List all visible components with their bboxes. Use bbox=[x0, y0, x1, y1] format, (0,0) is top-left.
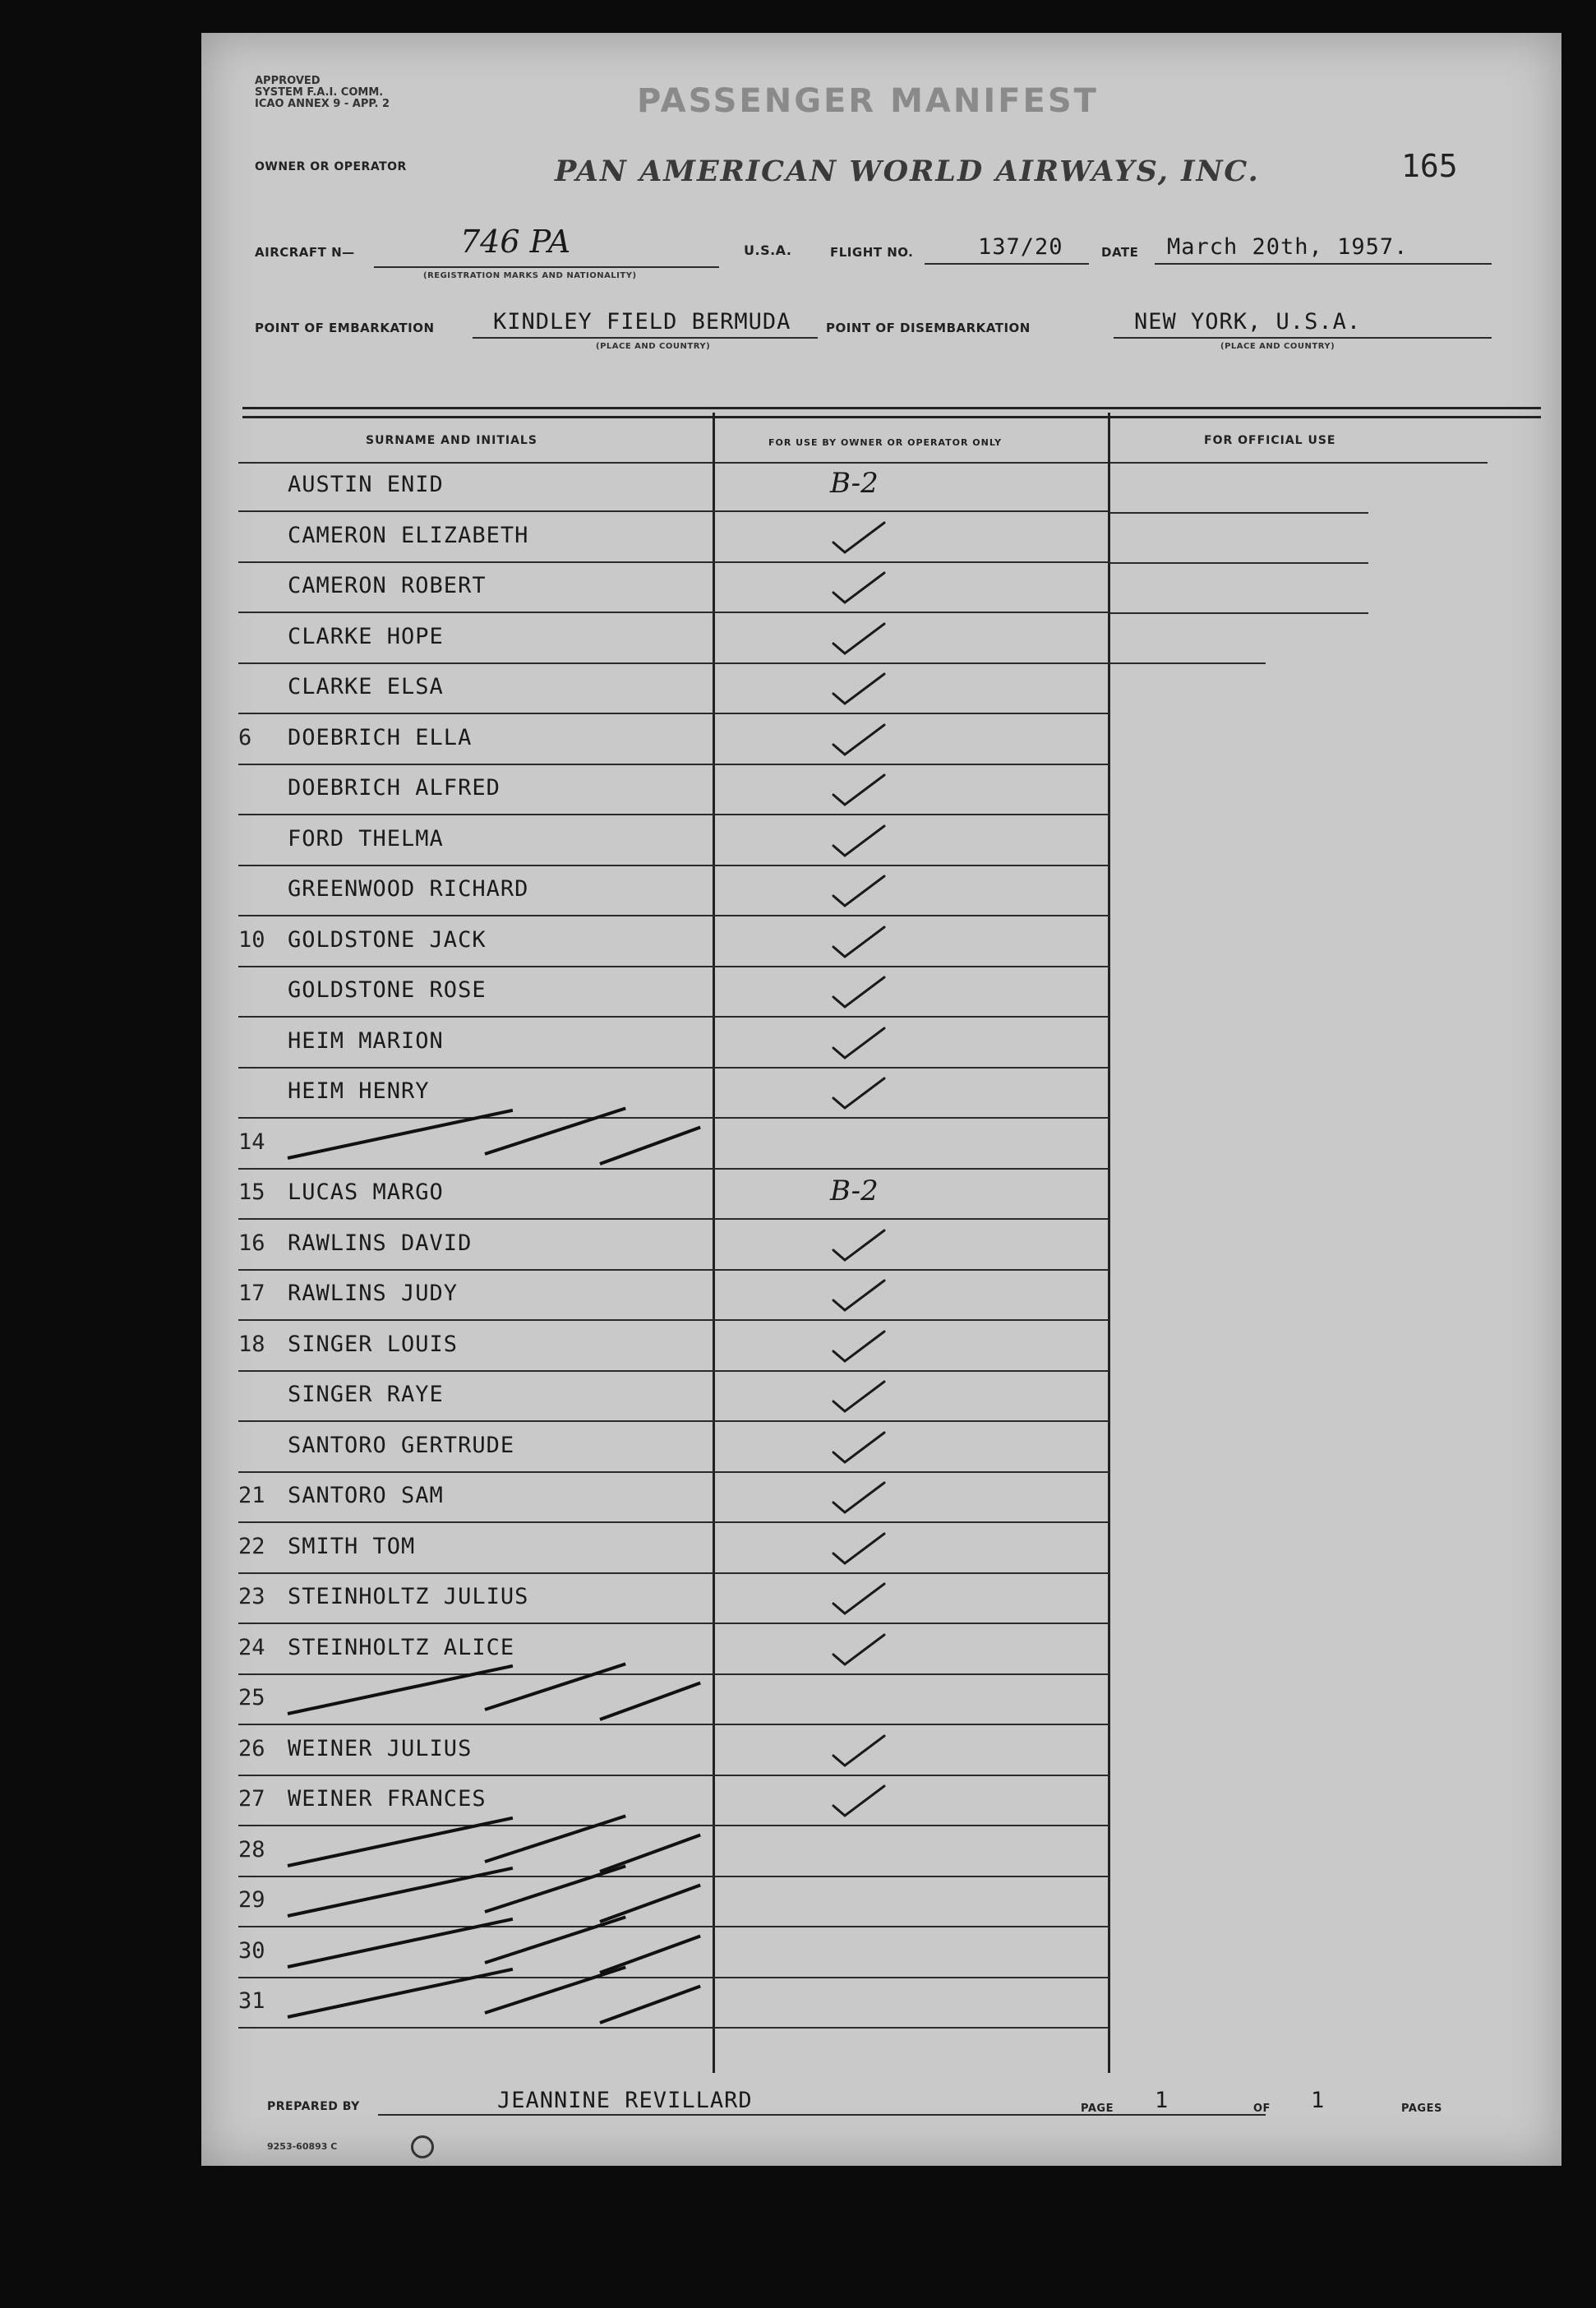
empty-mark bbox=[797, 1675, 945, 1724]
empty-mark bbox=[797, 1827, 945, 1876]
strikethrough-mark bbox=[599, 1833, 701, 1872]
column-divider-3 bbox=[1108, 413, 1109, 462]
passenger-name: CLARKE ELSA bbox=[288, 674, 444, 699]
table-row bbox=[238, 917, 1109, 967]
passenger-name: CLARKE HOPE bbox=[288, 623, 444, 649]
checkmark-icon bbox=[830, 1327, 978, 1376]
row-number: 26 bbox=[238, 1735, 265, 1761]
of-value: 1 bbox=[1311, 2088, 1326, 2113]
embarkation-value: KINDLEY FIELD BERMUDA bbox=[493, 309, 791, 335]
table-row bbox=[238, 1069, 1109, 1119]
checkmark-icon bbox=[830, 720, 978, 769]
approval-note bbox=[255, 76, 390, 110]
page-label: PAGE bbox=[1081, 2103, 1114, 2115]
visa-code: B-2 bbox=[830, 467, 879, 500]
checkmark-icon bbox=[830, 1781, 978, 1830]
table-row bbox=[238, 1119, 1109, 1170]
table-row bbox=[238, 1170, 1109, 1220]
checkmark-icon bbox=[830, 1428, 978, 1477]
checkmark-icon bbox=[830, 669, 978, 718]
approval-line: APPROVED bbox=[255, 75, 321, 87]
empty-mark bbox=[797, 1978, 945, 2028]
table-row bbox=[238, 664, 1109, 714]
passenger-name: LUCAS MARGO bbox=[288, 1179, 444, 1205]
passenger-name: AUSTIN ENID bbox=[288, 472, 444, 497]
row-number: 14 bbox=[238, 1129, 265, 1155]
strikethrough-mark bbox=[599, 1125, 701, 1165]
aircraft-sub-label: (REGISTRATION MARKS AND NATIONALITY) bbox=[423, 271, 637, 280]
column-header-official: FOR OFFICIAL USE bbox=[1204, 434, 1336, 447]
passenger-name: SINGER LOUIS bbox=[288, 1331, 459, 1357]
table-row bbox=[238, 1271, 1109, 1321]
checkmark-icon bbox=[830, 770, 978, 819]
row-number: 31 bbox=[238, 1988, 265, 2014]
prepared-by-label: PREPARED BY bbox=[267, 2100, 360, 2113]
aircraft-registration: 746 PA bbox=[460, 224, 571, 260]
date-underline bbox=[1155, 263, 1492, 265]
checkmark-icon bbox=[830, 1731, 978, 1780]
column-header-name: SURNAME AND INITIALS bbox=[366, 434, 537, 447]
table-row bbox=[238, 765, 1109, 815]
checkmark-icon bbox=[830, 1226, 978, 1275]
flight-date: March 20th, 1957. bbox=[1167, 234, 1409, 260]
passenger-name: GOLDSTONE JACK bbox=[288, 926, 487, 953]
country-label: U.S.A. bbox=[744, 242, 792, 258]
table-row bbox=[238, 866, 1109, 916]
checkmark-icon bbox=[830, 568, 978, 617]
passenger-name: WEINER JULIUS bbox=[288, 1735, 473, 1761]
row-number: 28 bbox=[238, 1836, 265, 1863]
disembarkation-value: NEW YORK, U.S.A. bbox=[1134, 309, 1362, 335]
disembarkation-label: POINT OF DISEMBARKATION bbox=[826, 321, 1031, 335]
prepared-by-value: JEANNINE REVILLARD bbox=[497, 2088, 753, 2113]
checkmark-icon bbox=[830, 1630, 978, 1679]
of-label: OF bbox=[1253, 2103, 1271, 2115]
empty-mark bbox=[797, 1928, 945, 1978]
strikethrough-mark bbox=[599, 1682, 701, 1721]
checkmark-icon bbox=[830, 1529, 978, 1578]
checkmark-icon bbox=[830, 922, 978, 972]
table-row bbox=[238, 1473, 1109, 1523]
owner-label: OWNER OR OPERATOR bbox=[255, 160, 407, 173]
strikethrough-mark bbox=[599, 1934, 701, 1973]
row-number: 30 bbox=[238, 1937, 265, 1964]
checkmark-icon bbox=[830, 1073, 978, 1123]
document-page-number: 165 bbox=[1401, 148, 1458, 184]
passenger-name: HEIM HENRY bbox=[288, 1078, 430, 1104]
strikethrough-mark bbox=[599, 1884, 701, 1923]
empty-mark bbox=[797, 1119, 945, 1169]
page-value: 1 bbox=[1155, 2088, 1169, 2113]
row-number: 16 bbox=[238, 1230, 265, 1256]
column-header-operator: FOR USE BY OWNER OR OPERATOR ONLY bbox=[768, 437, 1003, 448]
passenger-name: DOEBRICH ELLA bbox=[288, 724, 473, 750]
checkmark-icon bbox=[830, 821, 978, 870]
checkmark-icon bbox=[830, 972, 978, 1022]
table-row bbox=[238, 1018, 1109, 1069]
passenger-name: HEIM MARION bbox=[288, 1027, 444, 1054]
table-row bbox=[238, 967, 1109, 1018]
form-title: PASSENGER MANIFEST bbox=[637, 82, 1099, 120]
empty-mark bbox=[797, 1877, 945, 1927]
checkmark-icon bbox=[830, 518, 978, 567]
row-number: 22 bbox=[238, 1533, 265, 1559]
table-row bbox=[238, 1524, 1109, 1574]
passenger-name: STEINHOLTZ ALICE bbox=[288, 1634, 515, 1660]
table-row bbox=[238, 1877, 1109, 1927]
row-number: 29 bbox=[238, 1887, 265, 1913]
official-line bbox=[1109, 662, 1266, 664]
table-row bbox=[238, 1625, 1109, 1675]
passenger-name: RAWLINS DAVID bbox=[288, 1230, 473, 1256]
embarkation-label: POINT OF EMBARKATION bbox=[255, 321, 435, 335]
row-number: 27 bbox=[238, 1786, 265, 1812]
visa-code: B-2 bbox=[830, 1175, 879, 1207]
table-row bbox=[238, 1221, 1109, 1271]
checkmark-icon bbox=[830, 1377, 978, 1426]
passenger-name: SMITH TOM bbox=[288, 1533, 416, 1559]
table-row bbox=[238, 1423, 1109, 1473]
table-row bbox=[238, 614, 1109, 664]
checkmark-icon bbox=[830, 1023, 978, 1073]
aircraft-label: AIRCRAFT N— bbox=[255, 245, 355, 260]
manifest-sheet bbox=[201, 33, 1561, 2166]
approval-line: ICAO ANNEX 9 - APP. 2 bbox=[255, 98, 390, 110]
table-top-rule bbox=[242, 407, 1541, 418]
passenger-name: CAMERON ROBERT bbox=[288, 573, 487, 598]
passenger-name: GOLDSTONE ROSE bbox=[288, 977, 487, 1003]
passenger-name: CAMERON ELIZABETH bbox=[288, 522, 529, 548]
passenger-name: WEINER FRANCES bbox=[288, 1786, 487, 1812]
passenger-name: STEINHOLTZ JULIUS bbox=[288, 1584, 529, 1609]
row-number: 10 bbox=[238, 926, 265, 953]
row-rule bbox=[238, 2027, 1109, 2029]
disembarkation-underline bbox=[1114, 337, 1492, 339]
strikethrough-mark bbox=[599, 1985, 701, 2024]
flight-number: 137/20 bbox=[978, 234, 1063, 260]
table-row bbox=[238, 1322, 1109, 1372]
flight-underline bbox=[925, 263, 1089, 265]
flight-label: FLIGHT NO. bbox=[830, 245, 914, 260]
pages-label: PAGES bbox=[1401, 2103, 1442, 2115]
table-row bbox=[238, 1372, 1109, 1422]
embarkation-sub-label: (PLACE AND COUNTRY) bbox=[596, 342, 711, 351]
embarkation-underline bbox=[473, 337, 818, 339]
aircraft-underline bbox=[374, 266, 719, 268]
passenger-name: FORD THELMA bbox=[288, 825, 444, 852]
operator-name: PAN AMERICAN WORLD AIRWAYS, INC. bbox=[555, 155, 1260, 188]
table-row bbox=[238, 715, 1109, 765]
passenger-name: SANTORO GERTRUDE bbox=[288, 1432, 515, 1458]
row-number: 25 bbox=[238, 1685, 265, 1710]
table-row bbox=[238, 1827, 1109, 1877]
table-row bbox=[238, 462, 1109, 512]
official-line bbox=[1109, 562, 1368, 564]
printer-seal-icon bbox=[411, 2135, 434, 2158]
table-row bbox=[238, 1776, 1109, 1826]
table-row bbox=[238, 563, 1109, 613]
passenger-name: RAWLINS JUDY bbox=[288, 1281, 459, 1306]
form-number: 9253-60893 C bbox=[267, 2141, 338, 2152]
checkmark-icon bbox=[830, 1276, 978, 1325]
table-row bbox=[238, 1574, 1109, 1624]
checkmark-icon bbox=[830, 1478, 978, 1527]
official-line bbox=[1109, 612, 1368, 614]
official-line bbox=[1109, 512, 1368, 514]
table-row bbox=[238, 1726, 1109, 1776]
row-number: 21 bbox=[238, 1483, 265, 1508]
row-number: 24 bbox=[238, 1634, 265, 1660]
approval-line: SYSTEM F.A.I. COMM. bbox=[255, 86, 384, 99]
date-label: DATE bbox=[1101, 245, 1139, 260]
row-number: 17 bbox=[238, 1281, 265, 1306]
table-row bbox=[238, 1978, 1109, 2029]
passenger-name: SANTORO SAM bbox=[288, 1483, 444, 1508]
table-row bbox=[238, 1928, 1109, 1978]
passenger-name: SINGER RAYE bbox=[288, 1382, 444, 1407]
prepared-underline bbox=[378, 2114, 1266, 2116]
table-row bbox=[238, 816, 1109, 866]
row-number: 6 bbox=[238, 724, 252, 750]
checkmark-icon bbox=[830, 619, 978, 668]
checkmark-icon bbox=[830, 1579, 978, 1628]
table-row bbox=[238, 1675, 1109, 1725]
checkmark-icon bbox=[830, 871, 978, 921]
disembarkation-sub-label: (PLACE AND COUNTRY) bbox=[1220, 342, 1335, 351]
row-number: 23 bbox=[238, 1584, 265, 1609]
row-number: 18 bbox=[238, 1331, 265, 1357]
passenger-name: GREENWOOD RICHARD bbox=[288, 876, 529, 902]
row-number: 15 bbox=[238, 1179, 265, 1205]
passenger-name: DOEBRICH ALFRED bbox=[288, 775, 500, 801]
table-row bbox=[238, 513, 1109, 563]
